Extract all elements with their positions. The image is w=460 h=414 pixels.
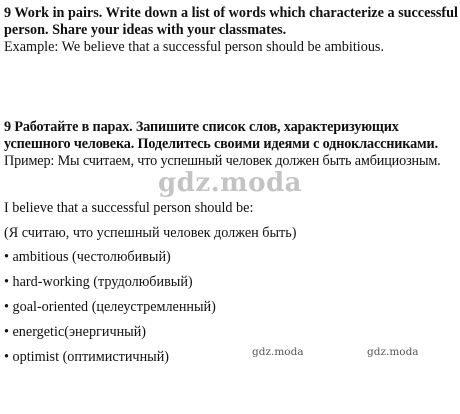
answer-intro-ru: (Я считаю, что успешный человек должен быть) — [4, 225, 297, 241]
answer-item-ambitious: • ambitious (честолюбивый) — [4, 249, 171, 265]
task-heading-en-line2: person. Share your ideas with your classmates. — [4, 22, 287, 38]
task-heading-en-line1: 9 Work in pairs. Write down a list of words which characterize a successful — [4, 5, 458, 21]
watermark-logo: gdz.moda — [157, 168, 303, 198]
watermark-small-1: gdz.moda — [252, 346, 304, 358]
task-russian — [4, 119, 454, 170]
task-heading-ru-line2: успешного человека. Поделитесь своими идеями с одноклассниками. — [4, 136, 438, 152]
task-example-en: Example: We believe that a successful person should be ambitious. — [4, 39, 384, 55]
answer-item-goal-oriented: • goal-oriented (целеустремленный) — [4, 299, 216, 315]
answer-item-optimist: • optimist (оптимистичный) — [4, 349, 170, 365]
task-english — [4, 5, 458, 56]
answer-intro: I believe that a successful person should be: — [4, 200, 254, 216]
answer-item-hard-working: • hard-working (трудолюбивый) — [4, 274, 193, 290]
task-example-ru: Пример: Мы считаем, что успешный человек должен быть амбициозным. — [4, 153, 441, 169]
task-heading-ru-line1: 9 Работайте в парах. Запишите список слов, характеризующих — [4, 119, 399, 135]
answer-item-energetic: • energetic(энергичный) — [4, 324, 147, 340]
watermark-small-2: gdz.moda — [367, 346, 419, 358]
